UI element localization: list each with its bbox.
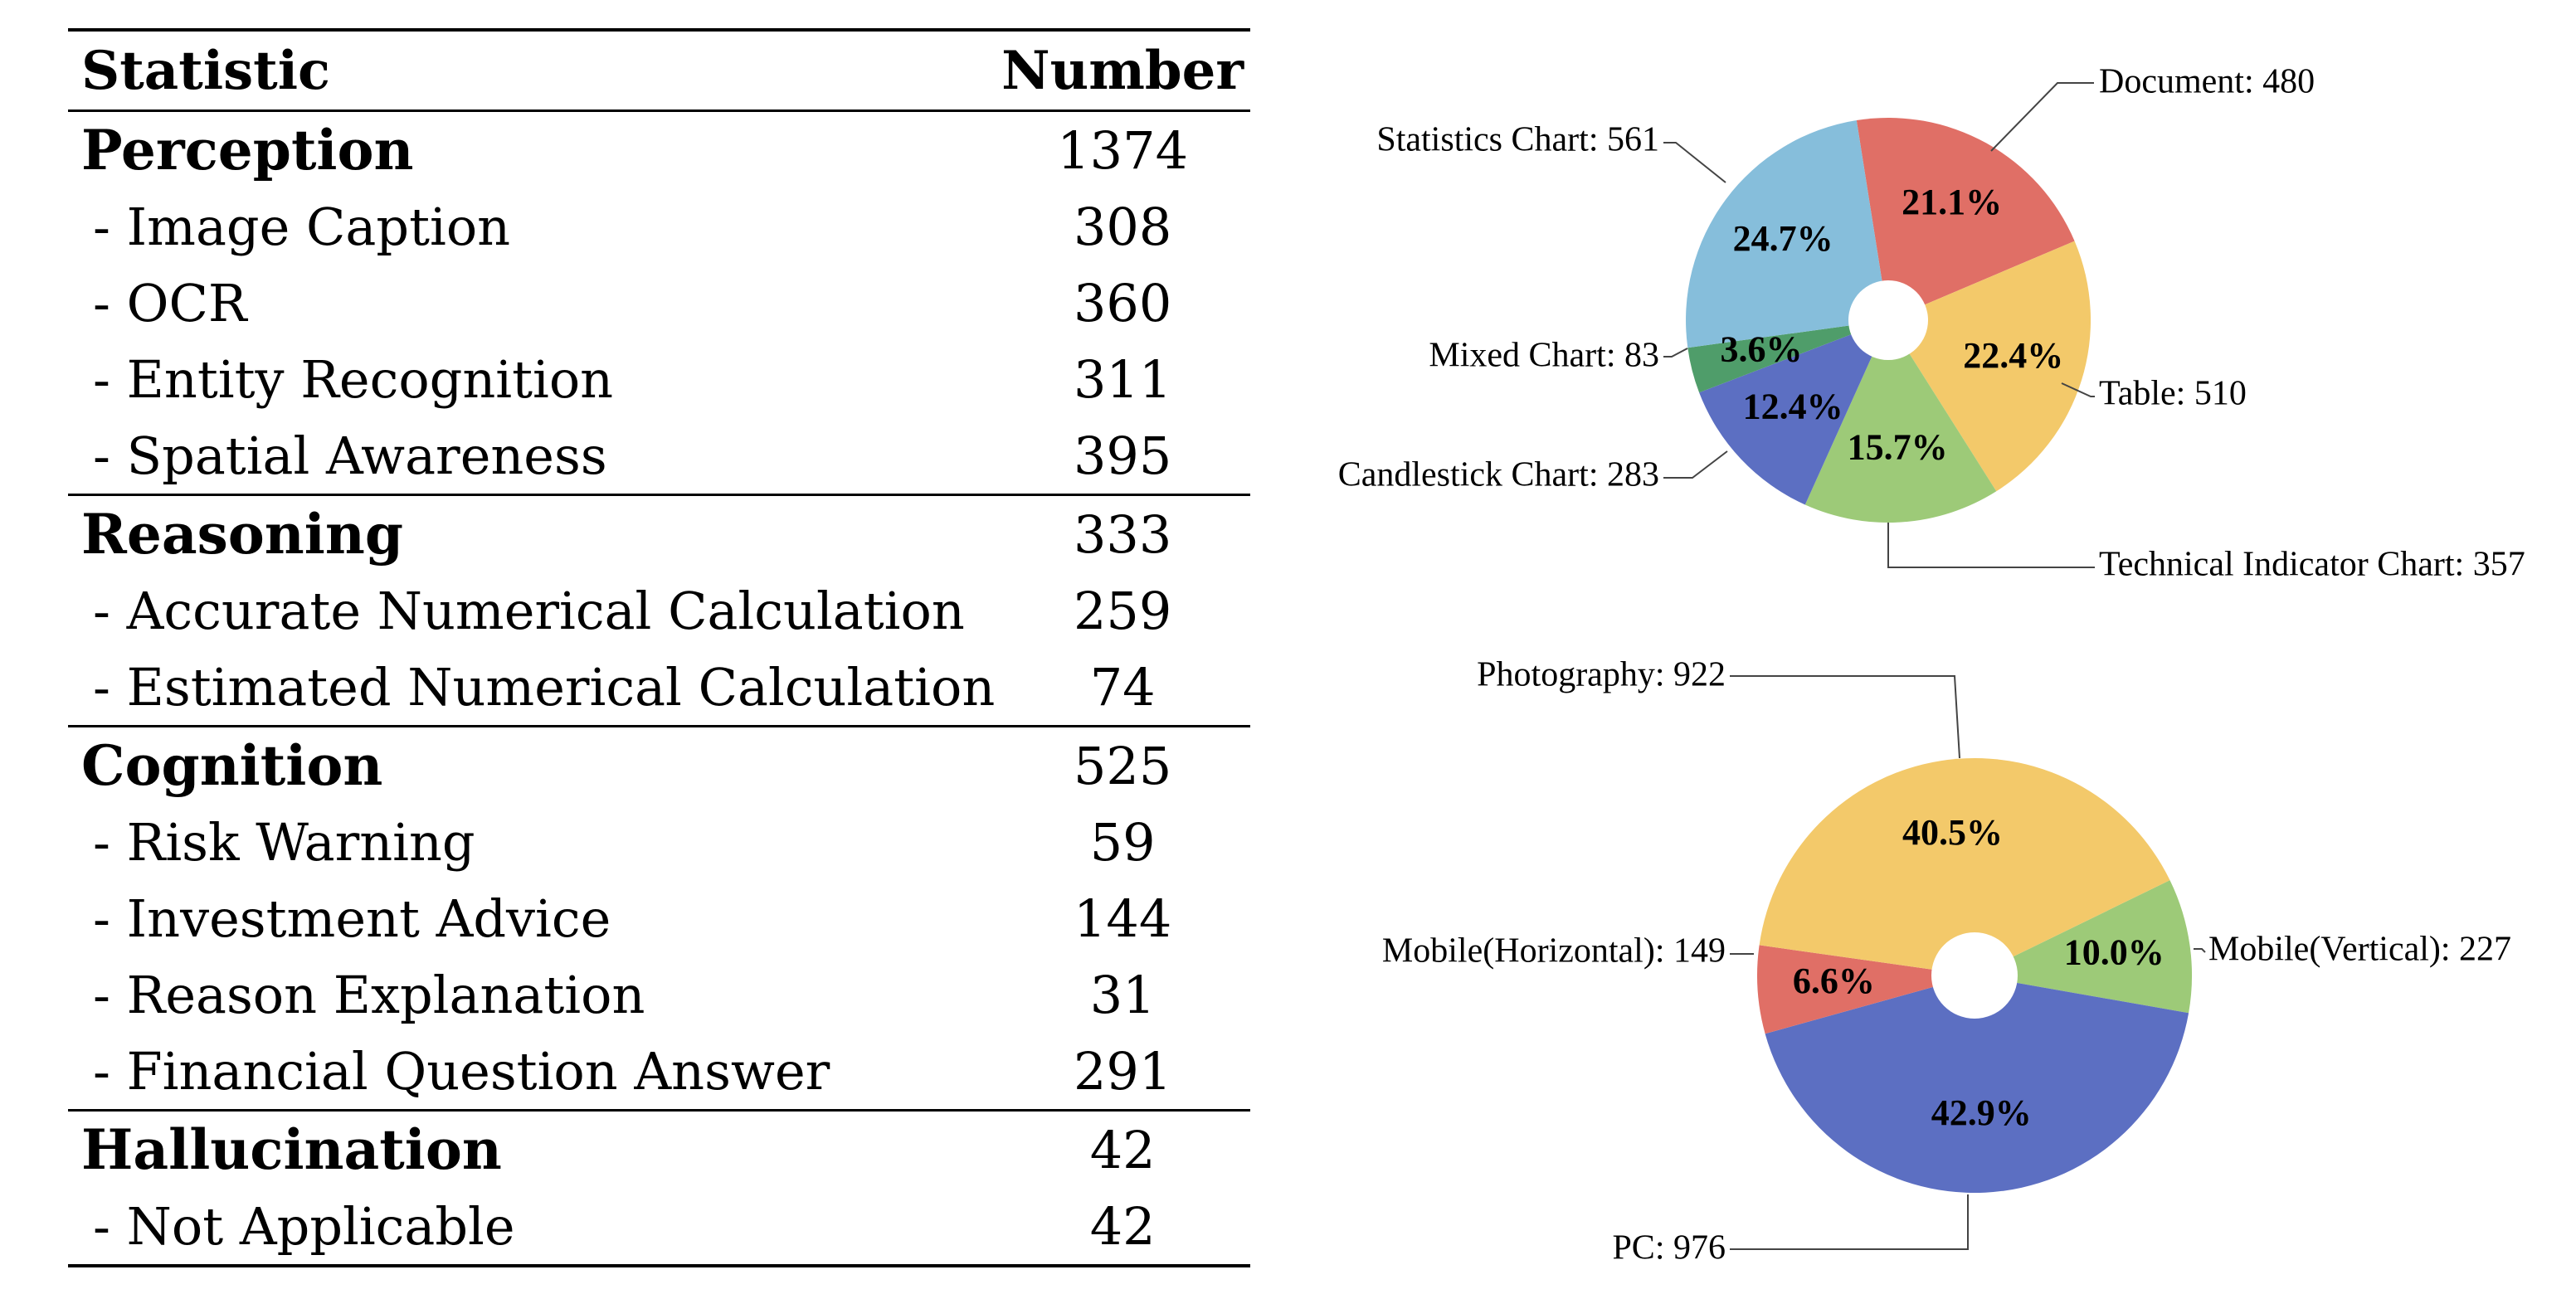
row-value: 74: [1089, 656, 1156, 718]
slice-label-table: Table: 510: [2099, 374, 2247, 413]
slice-label-mixed-chart: Mixed Chart: 83: [1429, 336, 1659, 375]
row-value: 291: [1073, 1040, 1172, 1102]
row-label: - Spatial Awareness: [93, 425, 607, 486]
row-value: 42: [1089, 1195, 1156, 1257]
category-label: Perception: [81, 118, 414, 182]
percent-label-mobile-horizontal: 6.6%: [1792, 961, 1875, 1002]
row-value: 31: [1089, 964, 1156, 1025]
leader-line-document: [1991, 83, 2094, 151]
slice-label-document: Document: 480: [2099, 62, 2315, 101]
slice-label-statistics-chart: Statistics Chart: 561: [1376, 120, 1659, 159]
leader-line-technical-indicator-chart: [1888, 523, 2095, 567]
slice-label-mobile-horizontal: Mobile(Horizontal): 149: [1381, 932, 1726, 971]
percent-label-table: 22.4%: [1963, 335, 2064, 377]
leader-line-pc: [1730, 1194, 1968, 1249]
percent-label-mobile-vertical: 10.0%: [2063, 932, 2165, 973]
percent-label-candlestick-chart: 12.4%: [1742, 386, 1843, 427]
row-value: 308: [1073, 196, 1172, 257]
image-type-pie-chart: [1338, 63, 2525, 584]
slice-label-technical-indicator-chart: Technical Indicator Chart: 357: [2099, 545, 2525, 584]
row-value: 144: [1073, 888, 1172, 949]
header-number: Number: [1001, 39, 1244, 102]
slice-label-photography: Photography: 922: [1477, 655, 1726, 694]
category-label: Hallucination: [81, 1117, 502, 1182]
row-label: - Entity Recognition: [93, 348, 614, 410]
percent-label-document: 21.1%: [1902, 181, 2003, 222]
row-label: - OCR: [93, 272, 247, 333]
leader-line-statistics-chart: [1663, 143, 1726, 182]
device-type-pie-chart: [1382, 656, 2511, 1267]
category-label: Reasoning: [81, 502, 403, 567]
donut-hole: [1848, 280, 1928, 360]
row-label: - Investment Advice: [93, 888, 611, 949]
row-label: - Risk Warning: [93, 811, 475, 873]
row-label: - Image Caption: [93, 196, 511, 257]
donut-hole: [1931, 932, 2018, 1019]
percent-label-photography: 40.5%: [1902, 812, 2003, 854]
row-value: 395: [1073, 425, 1172, 486]
row-value: 259: [1073, 580, 1172, 641]
slice-label-mobile-vertical: Mobile(Vertical): 227: [2208, 930, 2512, 969]
row-label: - Reason Explanation: [93, 964, 645, 1025]
row-value: 311: [1073, 348, 1172, 410]
category-value: 42: [1089, 1119, 1156, 1180]
category-value: 333: [1073, 503, 1172, 565]
row-value: 360: [1073, 272, 1172, 333]
slice-label-candlestick-chart: Candlestick Chart: 283: [1337, 455, 1659, 494]
leader-line-photography: [1730, 676, 1960, 758]
category-value: 1374: [1057, 119, 1189, 181]
percent-label-pc: 42.9%: [1931, 1092, 2032, 1133]
category-value: 525: [1073, 735, 1172, 796]
leader-line-mobile-vertical: [2194, 949, 2205, 952]
leader-line-candlestick-chart: [1663, 451, 1727, 478]
percent-label-mixed-chart: 3.6%: [1720, 328, 1803, 370]
leader-line-mixed-chart: [1663, 348, 1687, 357]
row-value: 59: [1089, 811, 1156, 873]
row-label: - Not Applicable: [93, 1195, 515, 1257]
percent-label-technical-indicator-chart: 15.7%: [1847, 426, 1948, 468]
category-label: Cognition: [81, 733, 383, 798]
slice-label-pc: PC: 976: [1612, 1228, 1726, 1267]
row-label: - Financial Question Answer: [93, 1040, 830, 1102]
row-label: - Estimated Numerical Calculation: [93, 656, 996, 718]
header-statistic: Statistic: [81, 39, 330, 102]
percent-label-statistics-chart: 24.7%: [1732, 217, 1833, 259]
row-label: - Accurate Numerical Calculation: [93, 580, 965, 641]
